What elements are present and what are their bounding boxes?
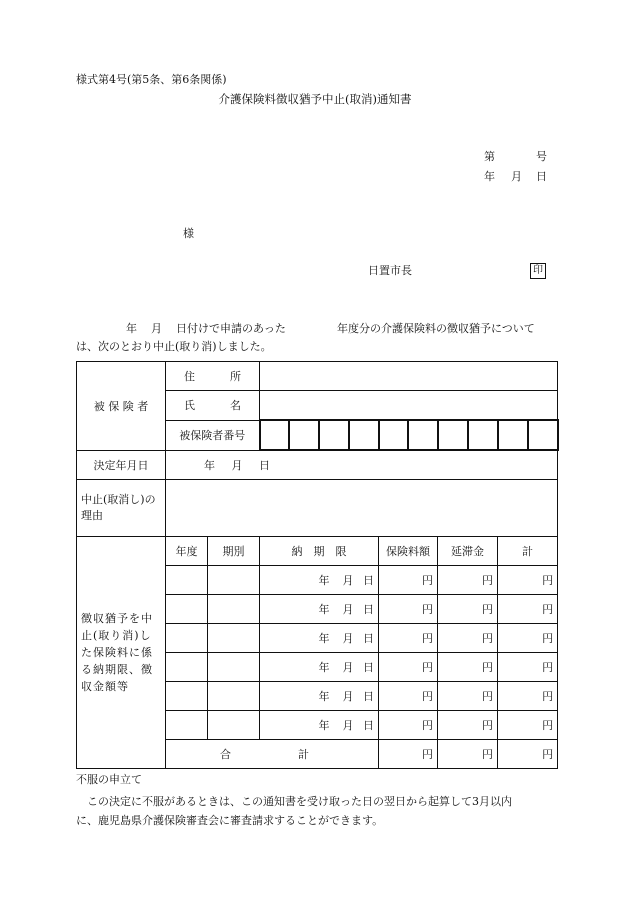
yen-unit: 円 <box>422 603 433 616</box>
due-date-cell[interactable] <box>260 711 379 740</box>
yen-unit: 円 <box>482 661 493 674</box>
name-label-2: 名 <box>230 399 241 413</box>
detail-header-row <box>77 537 558 566</box>
yen-unit: 円 <box>482 603 493 616</box>
late-fee-cell[interactable] <box>438 653 498 682</box>
due-date-cell[interactable] <box>260 682 379 711</box>
appeal-line-1: この決定に不服があるときは、この通知書を受け取った日の翌日から起算して3月以内 <box>87 795 512 808</box>
due-day-unit: 日 <box>363 603 374 616</box>
period-cell[interactable] <box>208 566 260 595</box>
addressee-suffix: 様 <box>183 227 194 240</box>
late-fee-cell[interactable] <box>438 711 498 740</box>
late-fee-cell[interactable] <box>438 682 498 711</box>
col-fiscal-year-header: 年度 <box>166 537 208 566</box>
body-year: 年 <box>126 322 137 335</box>
yen-unit: 円 <box>422 719 433 732</box>
date-day: 日 <box>536 170 547 183</box>
fiscal-year-cell[interactable] <box>166 682 208 711</box>
address-label-1: 住 <box>184 370 195 383</box>
period-cell[interactable] <box>208 595 260 624</box>
total-label-text <box>170 746 374 762</box>
decision-date-field[interactable] <box>166 450 558 480</box>
due-day-unit: 日 <box>363 661 374 674</box>
insured-number-digit[interactable] <box>528 420 558 450</box>
premium-cell[interactable] <box>379 624 438 653</box>
yen-unit: 円 <box>422 690 433 703</box>
fiscal-year-cell[interactable] <box>166 653 208 682</box>
date-month: 月 <box>511 170 522 183</box>
premium-cell[interactable] <box>379 653 438 682</box>
yen-unit: 円 <box>482 632 493 645</box>
premium-cell[interactable] <box>379 682 438 711</box>
total-cell[interactable] <box>498 595 558 624</box>
address-label <box>166 362 260 391</box>
period-cell[interactable] <box>208 682 260 711</box>
yen-unit: 円 <box>422 661 433 674</box>
fiscal-year-cell[interactable] <box>166 566 208 595</box>
reason-field[interactable] <box>166 480 558 537</box>
due-month-unit: 月 <box>342 603 354 616</box>
doc-number-suffix: 号 <box>536 150 547 163</box>
col-late-fee-header: 延滞金 <box>438 537 498 566</box>
due-year-unit: 年 <box>318 690 330 703</box>
insured-number-digit[interactable] <box>349 420 379 450</box>
due-year-unit: 年 <box>318 632 330 645</box>
yen-unit: 円 <box>542 690 554 703</box>
due-month-unit: 月 <box>342 719 354 732</box>
due-year-unit: 年 <box>318 574 330 587</box>
due-month-unit: 月 <box>342 661 354 674</box>
address-field[interactable] <box>260 362 558 391</box>
body-line-2: は、次のとおり中止(取り消)しました。 <box>76 340 272 353</box>
total-cell[interactable] <box>498 653 558 682</box>
total-cell[interactable] <box>498 711 558 740</box>
late-fee-cell[interactable] <box>438 566 498 595</box>
yen-unit: 円 <box>422 748 433 761</box>
insured-number-digit[interactable] <box>379 420 408 450</box>
seal-mark: 印 <box>530 263 546 279</box>
issuer: 日置市長 <box>368 264 412 277</box>
document-title: 介護保険料徴収猶予中止(取消)通知書 <box>218 92 412 106</box>
due-day-unit: 日 <box>363 574 374 587</box>
due-day-unit: 日 <box>363 690 374 703</box>
premium-cell[interactable] <box>379 566 438 595</box>
due-date-cell[interactable] <box>260 566 379 595</box>
fiscal-year-cell[interactable] <box>166 711 208 740</box>
due-year-unit: 年 <box>318 603 330 616</box>
fiscal-year-cell[interactable] <box>166 624 208 653</box>
name-label-1: 氏 <box>184 399 195 413</box>
yen-unit: 円 <box>422 632 433 645</box>
decision-date-label: 決定年月日 <box>77 450 166 480</box>
total-cell[interactable] <box>498 682 558 711</box>
yen-unit: 円 <box>482 748 493 761</box>
body-request-text: 日付けで申請のあった <box>176 322 286 335</box>
col-total-header: 計 <box>498 537 558 566</box>
body-fiscal-text: 年度分の介護保険料の徴収猶予について <box>337 322 535 335</box>
due-year-unit: 年 <box>318 719 330 732</box>
insured-number-digit[interactable] <box>438 420 468 450</box>
due-date-cell[interactable] <box>260 653 379 682</box>
late-fee-cell[interactable] <box>438 595 498 624</box>
name-label <box>166 391 260 421</box>
insured-number-digit[interactable] <box>289 420 319 450</box>
due-day-unit: 日 <box>363 719 374 732</box>
yen-unit: 円 <box>542 719 554 732</box>
appeal-heading: 不服の申立て <box>76 773 142 786</box>
insured-label: 被 保 険 者 <box>77 362 166 451</box>
insured-number-digit[interactable] <box>319 420 349 450</box>
yen-unit: 円 <box>482 690 493 703</box>
yen-unit: 円 <box>542 574 554 587</box>
period-cell[interactable] <box>208 711 260 740</box>
grand-total-cell[interactable] <box>498 740 558 769</box>
total-cell[interactable] <box>498 624 558 653</box>
appeal-line-2: に、鹿児島県介護保険審査会に審査請求することができます。 <box>76 814 384 827</box>
yen-unit: 円 <box>542 748 554 761</box>
total-premium-cell[interactable] <box>379 740 438 769</box>
date-year: 年 <box>484 170 495 183</box>
total-cell[interactable] <box>498 566 558 595</box>
due-month-unit: 月 <box>342 632 354 645</box>
yen-unit: 円 <box>542 661 554 674</box>
period-cell[interactable] <box>208 653 260 682</box>
yen-unit: 円 <box>422 574 433 587</box>
form-id: 様式第4号(第5条、第6条関係) <box>76 73 227 86</box>
insured-number-digit[interactable] <box>408 420 438 450</box>
decision-day-unit: 日 <box>259 459 270 472</box>
due-year-unit: 年 <box>318 661 330 674</box>
period-cell[interactable] <box>208 624 260 653</box>
premium-cell[interactable] <box>379 595 438 624</box>
yen-unit: 円 <box>542 603 554 616</box>
decision-month-unit: 月 <box>231 459 243 472</box>
total-label <box>166 740 379 769</box>
yen-unit: 円 <box>482 719 493 732</box>
insured-number-digit[interactable] <box>260 420 289 450</box>
decision-year-unit: 年 <box>204 459 215 472</box>
doc-number-prefix: 第 <box>484 150 495 163</box>
total-late-fee-cell[interactable] <box>438 740 498 769</box>
yen-unit: 円 <box>542 632 554 645</box>
insured-number-label: 被保険者番号 <box>166 420 260 450</box>
name-field[interactable] <box>260 391 558 421</box>
yen-unit: 円 <box>482 574 493 587</box>
body-month: 月 <box>151 322 162 335</box>
insured-number-digit[interactable] <box>498 420 528 450</box>
address-label-2: 所 <box>230 370 241 383</box>
total-label-1: 合 <box>220 748 231 761</box>
due-month-unit: 月 <box>342 690 354 703</box>
notification-table <box>76 361 559 769</box>
premium-cell[interactable] <box>379 711 438 740</box>
col-period-header: 期別 <box>208 537 260 566</box>
late-fee-cell[interactable] <box>438 624 498 653</box>
col-due-date-header: 納 期 限 <box>260 537 379 566</box>
total-label-2: 計 <box>298 748 309 761</box>
fiscal-year-cell[interactable] <box>166 595 208 624</box>
detail-label: 徴収猶予を中止(取り消)した保険料に係る納期限、徴収金額等 <box>77 537 166 769</box>
col-premium-header: 保険料額 <box>379 537 438 566</box>
insured-number-digit[interactable] <box>468 420 498 450</box>
due-day-unit: 日 <box>363 632 374 645</box>
reason-label: 中止(取消し)の理由 <box>77 480 166 537</box>
due-month-unit: 月 <box>342 574 354 587</box>
due-date-cell[interactable] <box>260 595 379 624</box>
due-date-cell[interactable] <box>260 624 379 653</box>
